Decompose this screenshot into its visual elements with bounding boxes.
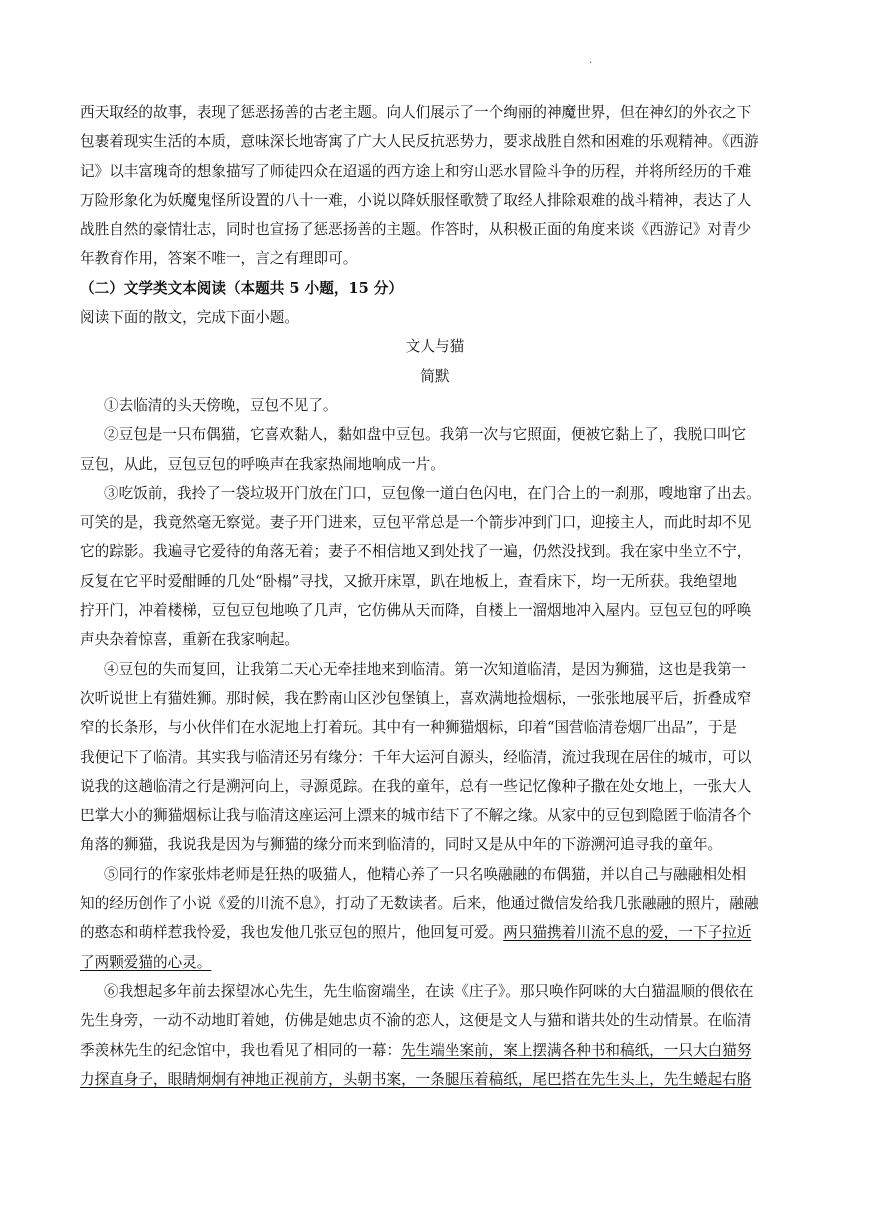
- essay-title: 文人与猫: [405, 338, 465, 356]
- page-marker: .: [589, 55, 593, 66]
- text-line: [80, 1036, 790, 1065]
- text-line: [80, 918, 790, 947]
- text-line: 战胜自然的豪情壮志，同时也宣扬了惩恶扬善的主题。作答时，从积极正面的角度来谈《西游记》对青少: [80, 221, 752, 239]
- plain-text: 的憨态和萌样惹我怜爱，我也发他几张豆包的照片，他回复可爱。: [80, 924, 504, 942]
- document-body: [80, 98, 790, 1094]
- text-line: [80, 948, 790, 977]
- text-line: 记》以丰富瑰奇的想象描写了师徒四众在迢遥的西方途上和穷山恶水冒险斗争的历程，并将所经历的千难: [80, 162, 752, 180]
- reading-instruction: 阅读下面的散文，完成下面小题。: [80, 309, 299, 327]
- text-line: ③吃饭前，我拎了一袋垃圾开门放在门口，豆包像一道白色闪电，在门合上的一刹那，嗖地窜了出去。: [104, 484, 761, 502]
- text-line: 知的经历创作了小说《爱的川流不息》，打动了无数读者。后来，他通过微信发给我几张融融的照片，融融: [80, 895, 759, 913]
- paragraph-2: [80, 420, 790, 479]
- underlined-sentence: 先生端坐案前，案上摆满各种书和稿纸，一只大白猫努: [401, 1041, 752, 1059]
- text-line: ②豆包是一只布偶猫，它喜欢黏人，黏如盘中豆包。我第一次与它照面，便被它黏上了，我脱口叫它: [104, 426, 747, 444]
- text-line: [80, 1065, 790, 1094]
- paragraph-3: [80, 479, 790, 655]
- text-line: 反复在它平时爱酣睡的几处“卧榻”寻找，又掀开床罩，趴在地板上，查看床下，均一无所获。我绝望地: [80, 572, 738, 590]
- essay-author: 简默: [420, 367, 450, 385]
- paragraph-5: [80, 860, 790, 977]
- text-line: 巴掌大小的狮猫烟标让我与临清这座运河上漂来的城市结下了不解之缘。从家中的豆包到隐匿于临清各个: [80, 807, 752, 825]
- paragraph-1: [80, 391, 790, 420]
- text-line: 年教育作用，答案不唯一，言之有理即可。: [80, 250, 358, 268]
- text-line: 可笑的是，我竟然毫无察觉。妻子开门进来，豆包平常总是一个箭步冲到门口，迎接主人，而此时却不见: [80, 514, 752, 532]
- text-line: 角落的狮猫，我说我是因为与狮猫的缘分而来到临清的，同时又是从中年的下游溯河追寻我的童年。: [80, 836, 723, 854]
- underlined-sentence: 了两颗爱猫的心灵。: [80, 953, 212, 971]
- text-line: 说我的这趟临清之行是溯河向上，寻源觅踪。在我的童年，总有一些记忆像种子撒在处女地上，一张大人: [80, 777, 752, 795]
- plain-text: 季羡林先生的纪念馆中，我也看见了相同的一幕：: [80, 1041, 402, 1059]
- paragraph-6: [80, 977, 790, 1094]
- section-heading: （二）文学类文本阅读（本题共 5 小题，15 分）: [80, 279, 403, 297]
- text-line: 声央杂着惊喜，重新在我家响起。: [80, 631, 299, 649]
- text-line: 先生身旁，一动不动地盯着她，仿佛是她忠贞不渝的恋人，这便是文人与猫和谐共处的生动情景。在临清: [80, 1012, 752, 1030]
- text-line: ⑥我想起多年前去探望冰心先生，先生临窗端坐，在读《庄子》。那只唤作阿咪的大白猫温顺的偎依在: [104, 982, 754, 1000]
- paragraph-4: [80, 655, 790, 860]
- text-line: ⑤同行的作家张炜老师是狂热的吸猫人，他精心养了一只名唤融融的布偶猫，并以自己与融融相处相: [104, 865, 747, 883]
- text-line: 万险形象化为妖魔鬼怪所设置的八十一难，小说以降妖服怪歌赞了取经人排除艰难的战斗精神，表达了人: [80, 191, 752, 209]
- text-line: 豆包，从此，豆包豆包的呼唤声在我家热闹地响成一片。: [80, 455, 445, 473]
- text-line: 包裹着现实生活的本质，意味深长地寄寓了广大人民反抗恶势力，要求战胜自然和困难的乐观精神。《西游: [80, 133, 759, 151]
- text-line: 窄的长条形，与小伙伴们在水泥地上打着玩。其中有一种狮猫烟标，印着“国营临清卷烟厂出品”，于是: [80, 719, 738, 737]
- text-line: 次听说世上有猫姓狮。那时候，我在黔南山区沙包堡镇上，喜欢满地捡烟标，一张张地展平后，折叠成窄: [80, 689, 752, 707]
- underlined-sentence: 两只猫携着川流不息的爱，一下子拉近: [503, 924, 752, 942]
- underlined-sentence: 力探直身子，眼睛炯炯有神地正视前方，头朝书案，一条腿压着稿纸，尾巴搭在先生头上，先生蜷起右胳: [80, 1070, 752, 1088]
- text-line: 西天取经的故事，表现了惩恶扬善的古老主题。向人们展示了一个绚丽的神魔世界，但在神幻的外衣之下: [80, 104, 752, 121]
- text-line: ①去临清的头天傍晚，豆包不见了。: [104, 396, 338, 414]
- text-line: 我便记下了临清。其实我与临清还另有缘分：千年大运河自源头，经临清，流过我现在居住的城市，可以: [80, 748, 752, 766]
- text-line: ④豆包的失而复回，让我第二天心无牵挂地来到临清。第一次知道临清，是因为狮猫，这也是我第一: [104, 660, 747, 678]
- text-line: 它的踪影。我遍寻它爱待的角落无着；妻子不相信地又到处找了一遍，仍然没找到。我在家中坐立不宁，: [80, 543, 752, 561]
- text-line: 拧开门，冲着楼梯，豆包豆包地唤了几声，它仿佛从天而降，自楼上一溜烟地冲入屋内。豆包豆包的呼唤: [80, 602, 752, 620]
- answer-analysis: [80, 98, 790, 274]
